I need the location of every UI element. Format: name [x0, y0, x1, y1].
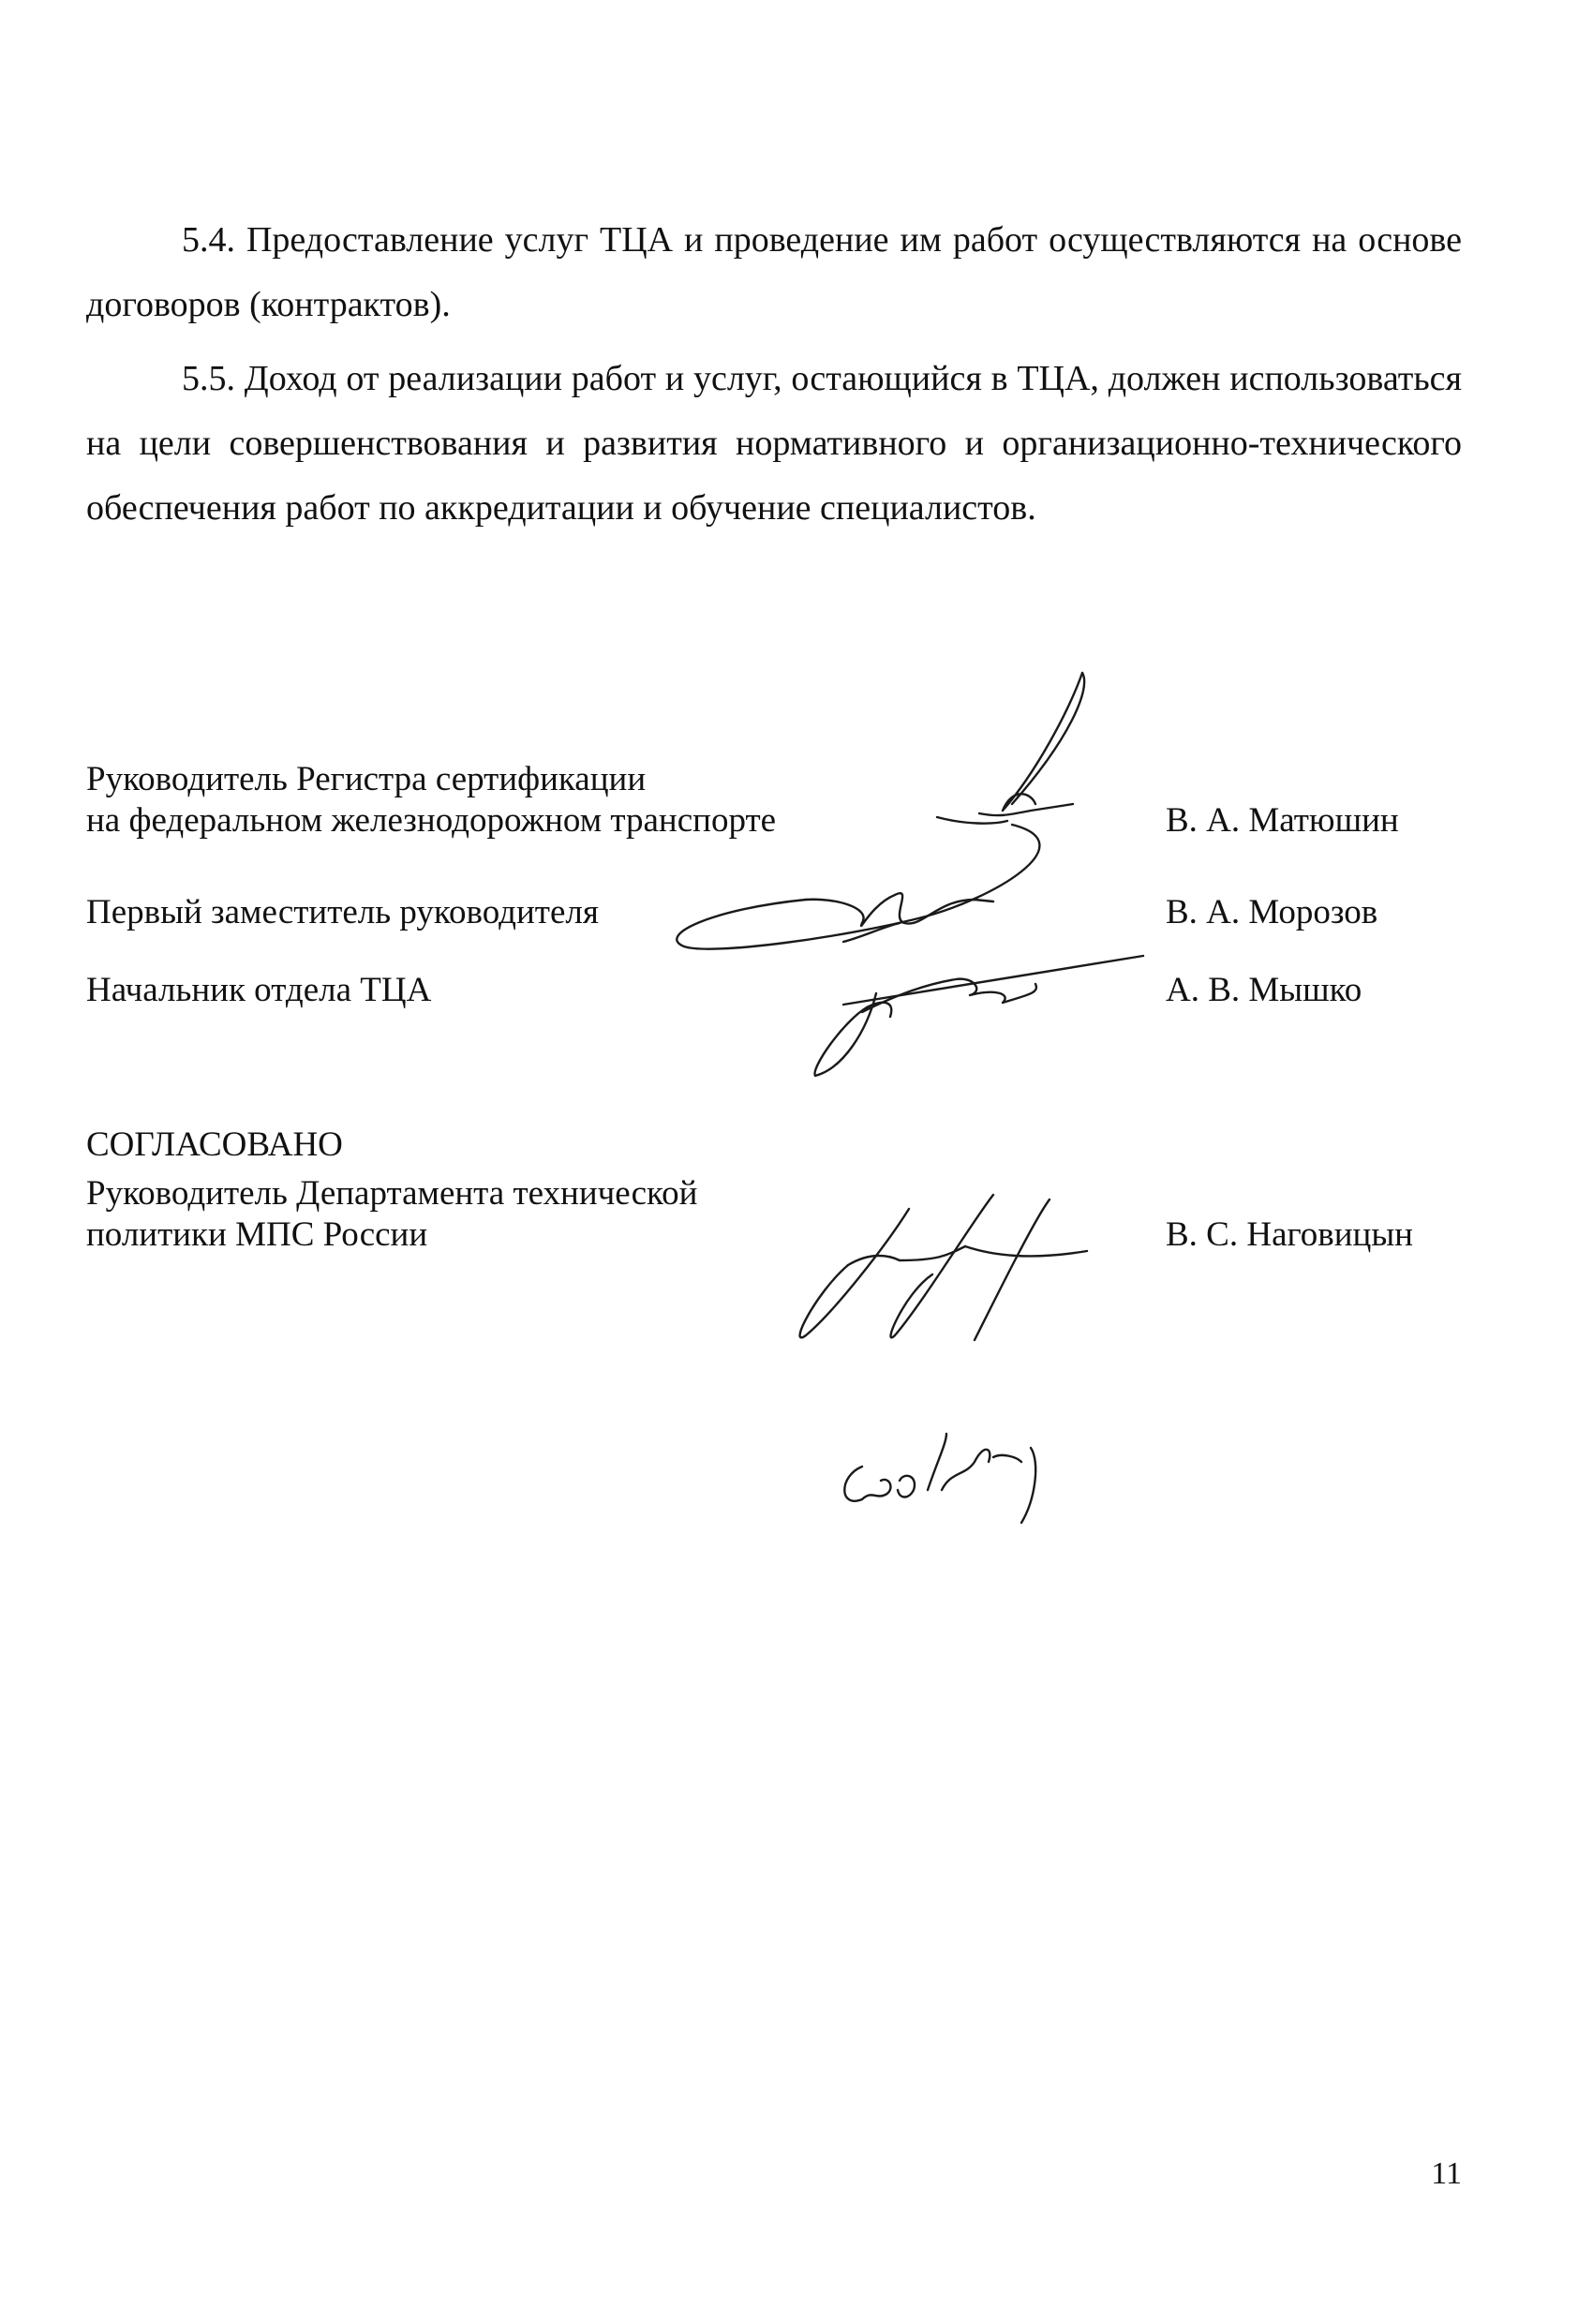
signature-head: [937, 673, 1084, 824]
signatory-name: А. В. Мышко: [1166, 971, 1362, 1009]
agreed-heading: СОГЛАСОВАНО: [86, 1125, 343, 1164]
paragraph-5-4: 5.4. Предоставление услуг ТЦА и проведение им работ осуществляются на основе договоров (контрактов).: [86, 220, 1462, 324]
signatory-title: Начальник отдела ТЦА: [86, 971, 432, 1009]
handwritten-note: [844, 1434, 1035, 1523]
signatory-title: Первый заместитель руководителя: [86, 893, 599, 931]
signatory-title: на федеральном железнодорожном транспорте: [86, 801, 777, 840]
agreed-name: В. С. Наговицын: [1166, 1215, 1413, 1254]
signatory-name: В. А. Матюшин: [1166, 801, 1399, 840]
signatory-title: Руководитель Регистра сертификации: [86, 760, 647, 798]
signature-deputy: [677, 825, 1039, 949]
paragraph-5-5: 5.5. Доход от реализации работ и услуг, остающийся в ТЦА, должен использоваться на цели совершенствования и развития нормативного и организационно-технического обеспечения работ по аккредитации и обучение специалистов.: [86, 359, 1462, 528]
signatory-name: В. А. Морозов: [1166, 893, 1378, 931]
page-number: 11: [1431, 2156, 1462, 2191]
agreed-title: политики МПС России: [86, 1215, 428, 1254]
agreed-title: Руководитель Департамента технической: [86, 1174, 698, 1213]
signature-department: [815, 956, 1143, 1076]
signature-agreed: [800, 1195, 1087, 1340]
